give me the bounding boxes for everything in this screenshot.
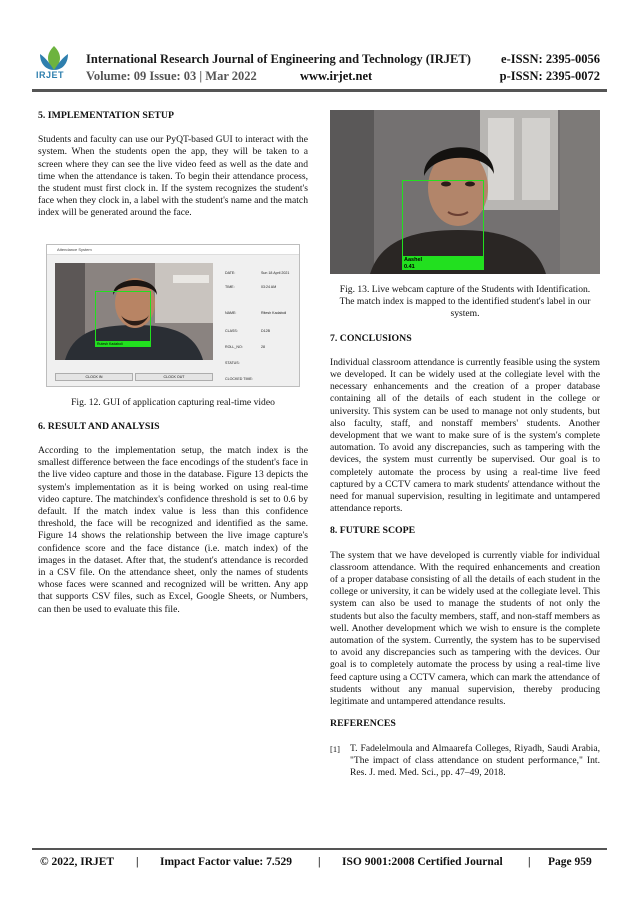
paragraph: Students and faculty can use our PyQT-based GUI to interact with the system. When the students open the app, they will be taken to a screen where they can see the live video feed as well as the date and time when the attendance is taken. To begin their attendance process, the student must first clock in. If the system recognizes the student's face when they clock in, a label with the student's name and the match index will be generated around the face. — [38, 134, 308, 219]
footer-copyright: © 2022, IRJET — [40, 856, 115, 868]
reference-item — [330, 743, 600, 780]
paragraph: Individual classroom attendance is currently feasible using the system we developed. It can be widely used at the collegiate level with the necessary enhancements and the creation of a proper database containing all of the details of each student in the college or university. This system can be used to manage not only students, but also faculty, staff, and nonstaff members' students. Another development that we want to make sure of is the system's complete automation. To avoid any discrepancies, such as tampering with the devices, the system must currently be supervised. Our goal is to completely automate the process by using a real-time live feed captured by a CCTV camera to mark students' attendance without the need for manual supervision, resulting in legitimate and untampered attendance reports. — [330, 356, 600, 515]
logo-text: IRJET — [36, 70, 65, 80]
match-label — [402, 256, 484, 270]
video-feed — [55, 263, 213, 360]
footer-page-number: Page 959 — [548, 856, 592, 868]
clock-in-button[interactable]: CLOCK IN — [55, 373, 133, 381]
match-index-value: 0.41 — [404, 263, 415, 270]
footer-divider — [32, 848, 607, 850]
info-row-status: STATUS: — [225, 361, 240, 365]
footer-separator: | — [318, 856, 321, 868]
footer-iso: ISO 9001:2008 Certified Journal — [342, 856, 503, 868]
journal-title: International Research Journal of Engineering and Technology (IRJET) — [86, 52, 471, 66]
references-heading: REFERENCES — [330, 718, 396, 730]
section-heading: 7. CONCLUSIONS — [330, 332, 412, 344]
section-heading: 6. RESULT AND ANALYSIS — [38, 420, 160, 432]
info-row-time: TIME: 03:24 AM — [225, 285, 277, 289]
volume-issue: Volume: 09 Issue: 03 | Mar 2022 — [86, 69, 257, 83]
face-detection-box — [95, 291, 151, 347]
figure-webcam-capture — [330, 110, 600, 274]
p-issn: p-ISSN: 2395-0072 — [499, 69, 600, 83]
figure-caption: Fig. 13. Live webcam capture of the Students with Identification. The match index is mapped to the identified student's label in our system. — [339, 284, 591, 320]
header-divider — [32, 89, 607, 92]
info-row-roll: ROLL_NO: 28 — [225, 345, 265, 349]
figure-caption: Fig. 12. GUI of application capturing real-time video — [71, 396, 275, 408]
paragraph: According to the implementation setup, the match index is the smallest difference between the face encodings of the student's face in the live video capture and those in the database. Figure 13 depicts the system's implementation as it is being worked on using real-time video capture. The matchindex's confidence threshold is set to 0.6 by default. If the match index value is less than this confidence threshold, the face will be recognized and identified as the same. Figure 14 shows the relationship between the live image capture's confidence score and the face distance (i.e. match index) of the images in the dataset. After that, the student's attendance is recorded in a CSV file. On the attendance sheet, only the names of students whose faces were scanned and recognized will be written. Any app that supports CSV files, such as Excel, Google Sheets, or Numbers, can then be used to evaluate this file. — [38, 445, 308, 615]
right-column — [330, 284, 600, 779]
figure-gui-screenshot — [46, 244, 300, 387]
page-header — [0, 0, 638, 100]
footer-separator: | — [528, 856, 531, 868]
website-link[interactable]: www.irjet.net — [300, 69, 373, 83]
info-row-class: CLASS: D12B — [225, 329, 270, 333]
paragraph: The system that we have developed is currently viable for individual classroom attendance. With the required enhancements and creation of a proper database consisting of all the details of each student in the college or university, it can be widely used at the collegiate level. This system can also be used to manage the students of not only the students but also the faculty members, staff, and non-staff members as well. Another development which we wish to ensure is the complete automation of the system. Currently, the system has to be supervised to avoid any discrepancies such as tampering with the devices. Our goal is to completely automate the process by using a real-time live feed capture using a CCTV camera, which can mark the attendance of students without any manual supervision, thereby producing legitimate and untampered attendance results. — [330, 549, 600, 708]
footer-impact-factor: Impact Factor value: 7.529 — [160, 856, 293, 868]
footer-separator: | — [136, 856, 139, 868]
face-name-label: Rutesh Kadaboli — [95, 341, 151, 347]
info-row-name: NAME: Ritesh Kadaboli — [225, 311, 287, 315]
info-row-clocked-time: CLOCKED TIME: — [225, 377, 253, 381]
reference-number: [1] — [330, 743, 340, 754]
section-heading: 5. IMPLEMENTATION SETUP — [38, 110, 174, 121]
reference-text: T. Fadelelmoula and Almaarefa Colleges, Riyadh, Saudi Arabia, "The impact of class attendance on student performance," Int. Res. J. med. Med. Sci., pp. 47–49, 2018. — [350, 742, 600, 778]
e-issn: e-ISSN: 2395-0056 — [501, 52, 600, 66]
window-titlebar: Attendance System — [47, 245, 299, 255]
student-name-label: Aashel — [404, 257, 423, 263]
section-heading: 8. FUTURE SCOPE — [330, 525, 416, 537]
clock-out-button[interactable]: CLOCK OUT — [135, 373, 213, 381]
face-detection-box — [402, 180, 484, 258]
info-row-date: DATE: Sun 18 April 2021 — [225, 271, 290, 275]
